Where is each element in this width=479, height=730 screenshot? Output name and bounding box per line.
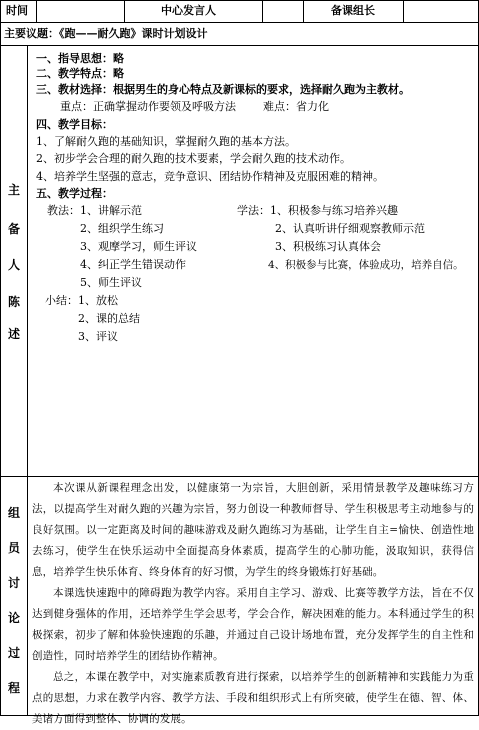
speaker-label: 中心发言人 bbox=[161, 4, 216, 17]
discussion-paragraph: 本课选快速跑中的障碍跑为教学内容。采用自主学习、游戏、比赛等教学方法，旨在不仅达到健身强体的作用，还培养学生学会思考，学会合作，解决困难的能力。本科通过学生的积极探索，初步了解和体验快速跑的乐趣，并通过自己设计场地布置，充分发挥学生的自主性和创造性，同时培养学生的团结协作精神。 bbox=[32, 587, 474, 662]
learning-method-item: 3、积极练习认真体会 bbox=[275, 240, 381, 253]
group-label-char: 论 bbox=[8, 611, 21, 625]
teaching-features: 二、教学特点：略 bbox=[36, 67, 124, 80]
discussion-paragraph: 总之，本课在教学中，对实施素质教育进行探索，以培养学生的创新精神和实践能力为重点的思想，力求在教学内容、教学方法、手段和组织形式上有所突破，使学生在德、智、体、美诸方面得到整体、协调的发展。 bbox=[32, 671, 474, 725]
rule-header-5 bbox=[403, 0, 404, 22]
teaching-method-item: 2、组织学生练习 bbox=[80, 222, 164, 235]
guiding-ideology: 一、指导思想：略 bbox=[36, 52, 124, 65]
goal-item: 1、了解耐久跑的基础知识，掌握耐久跑的基本方法。 bbox=[36, 135, 296, 148]
rule-section-divider bbox=[0, 476, 479, 477]
teaching-method-item: 5、师生评议 bbox=[80, 276, 142, 289]
rule-header-1 bbox=[36, 0, 37, 22]
group-label-char: 组 bbox=[8, 506, 21, 520]
summary-label: 小结： bbox=[45, 294, 78, 307]
teaching-method-item: 1、讲解示范 bbox=[80, 204, 142, 217]
group-label-char: 过 bbox=[8, 646, 21, 660]
rule-label-column bbox=[27, 45, 28, 716]
main-label-char: 陈 bbox=[8, 295, 21, 309]
main-label-char: 备 bbox=[8, 222, 21, 236]
topic-title: 主要议题：《跑——耐久跑》课时计划设计 bbox=[4, 27, 208, 40]
learning-method-item: 2、认真听讲仔细观察教师示范 bbox=[275, 222, 425, 235]
main-label-char: 主 bbox=[8, 183, 21, 197]
learning-methods-label: 学法： bbox=[237, 204, 270, 217]
time-label: 时间 bbox=[6, 4, 28, 17]
key-points: 重点：正确掌握动作要领及呼吸方法 bbox=[60, 100, 236, 113]
difficulty: 难点：省力化 bbox=[263, 100, 329, 113]
leader-label: 备课组长 bbox=[331, 4, 375, 17]
rule-top bbox=[0, 0, 479, 1]
rule-header-4 bbox=[303, 0, 304, 22]
summary-item: 3、评议 bbox=[78, 330, 118, 343]
teaching-method-item: 4、纠正学生错误动作 bbox=[80, 258, 186, 271]
rule-topic-bottom bbox=[0, 45, 479, 46]
group-label-char: 员 bbox=[8, 541, 21, 555]
rule-header-bottom bbox=[0, 22, 479, 23]
discussion-paragraph: 本次课从新课程理念出发，以健康第一为宗旨，大胆创新，采用情景教学及趣味练习方法，以提高学生对耐久跑的兴趣为宗旨，努力创设一种教师督导、学生积极思考主动地参与的良好氛围。以一定距离及时间的趣味游戏及耐久跑练习为基础，让学生自主=愉快、创造性地去练习，使学生在快乐运动中全面提高身体素质，提高学生的心肺功能，汲取知识，获得信息，培养学生快乐体育、终身体育的好习惯，为学生的终身锻炼打好基础。 bbox=[32, 482, 474, 578]
main-label-char: 人 bbox=[8, 258, 21, 272]
rule-left bbox=[0, 0, 1, 716]
group-label-char: 讨 bbox=[8, 576, 21, 590]
goal-item: 4、培养学生坚强的意志，竞争意识、团结协作精神及克服困难的精神。 bbox=[36, 170, 384, 183]
group-label-char: 程 bbox=[8, 681, 21, 695]
learning-method-item: 1、积极参与练习培养兴趣 bbox=[270, 204, 398, 217]
goal-item: 2、初步学会合理的耐久跑的技术要素，学会耐久跑的技术动作。 bbox=[36, 152, 351, 165]
main-label-char: 述 bbox=[8, 327, 21, 341]
rule-header-3 bbox=[262, 0, 263, 22]
teaching-method-item: 3、观摩学习，师生评议 bbox=[80, 240, 197, 253]
goals-title: 四、教学目标： bbox=[36, 118, 113, 131]
rule-header-2 bbox=[124, 0, 125, 22]
summary-item: 2、课的总结 bbox=[78, 312, 140, 325]
learning-method-item: 4、积极参与比赛，体验成功，培养自信。 bbox=[268, 259, 464, 271]
summary-item: 1、放松 bbox=[78, 294, 118, 307]
material-selection: 三、教材选择：根据男生的身心特点及新课标的要求，选择耐久跑为主教材。 bbox=[36, 83, 410, 96]
process-title: 五、教学过程： bbox=[36, 187, 113, 200]
teaching-methods-label: 教法： bbox=[47, 204, 80, 217]
